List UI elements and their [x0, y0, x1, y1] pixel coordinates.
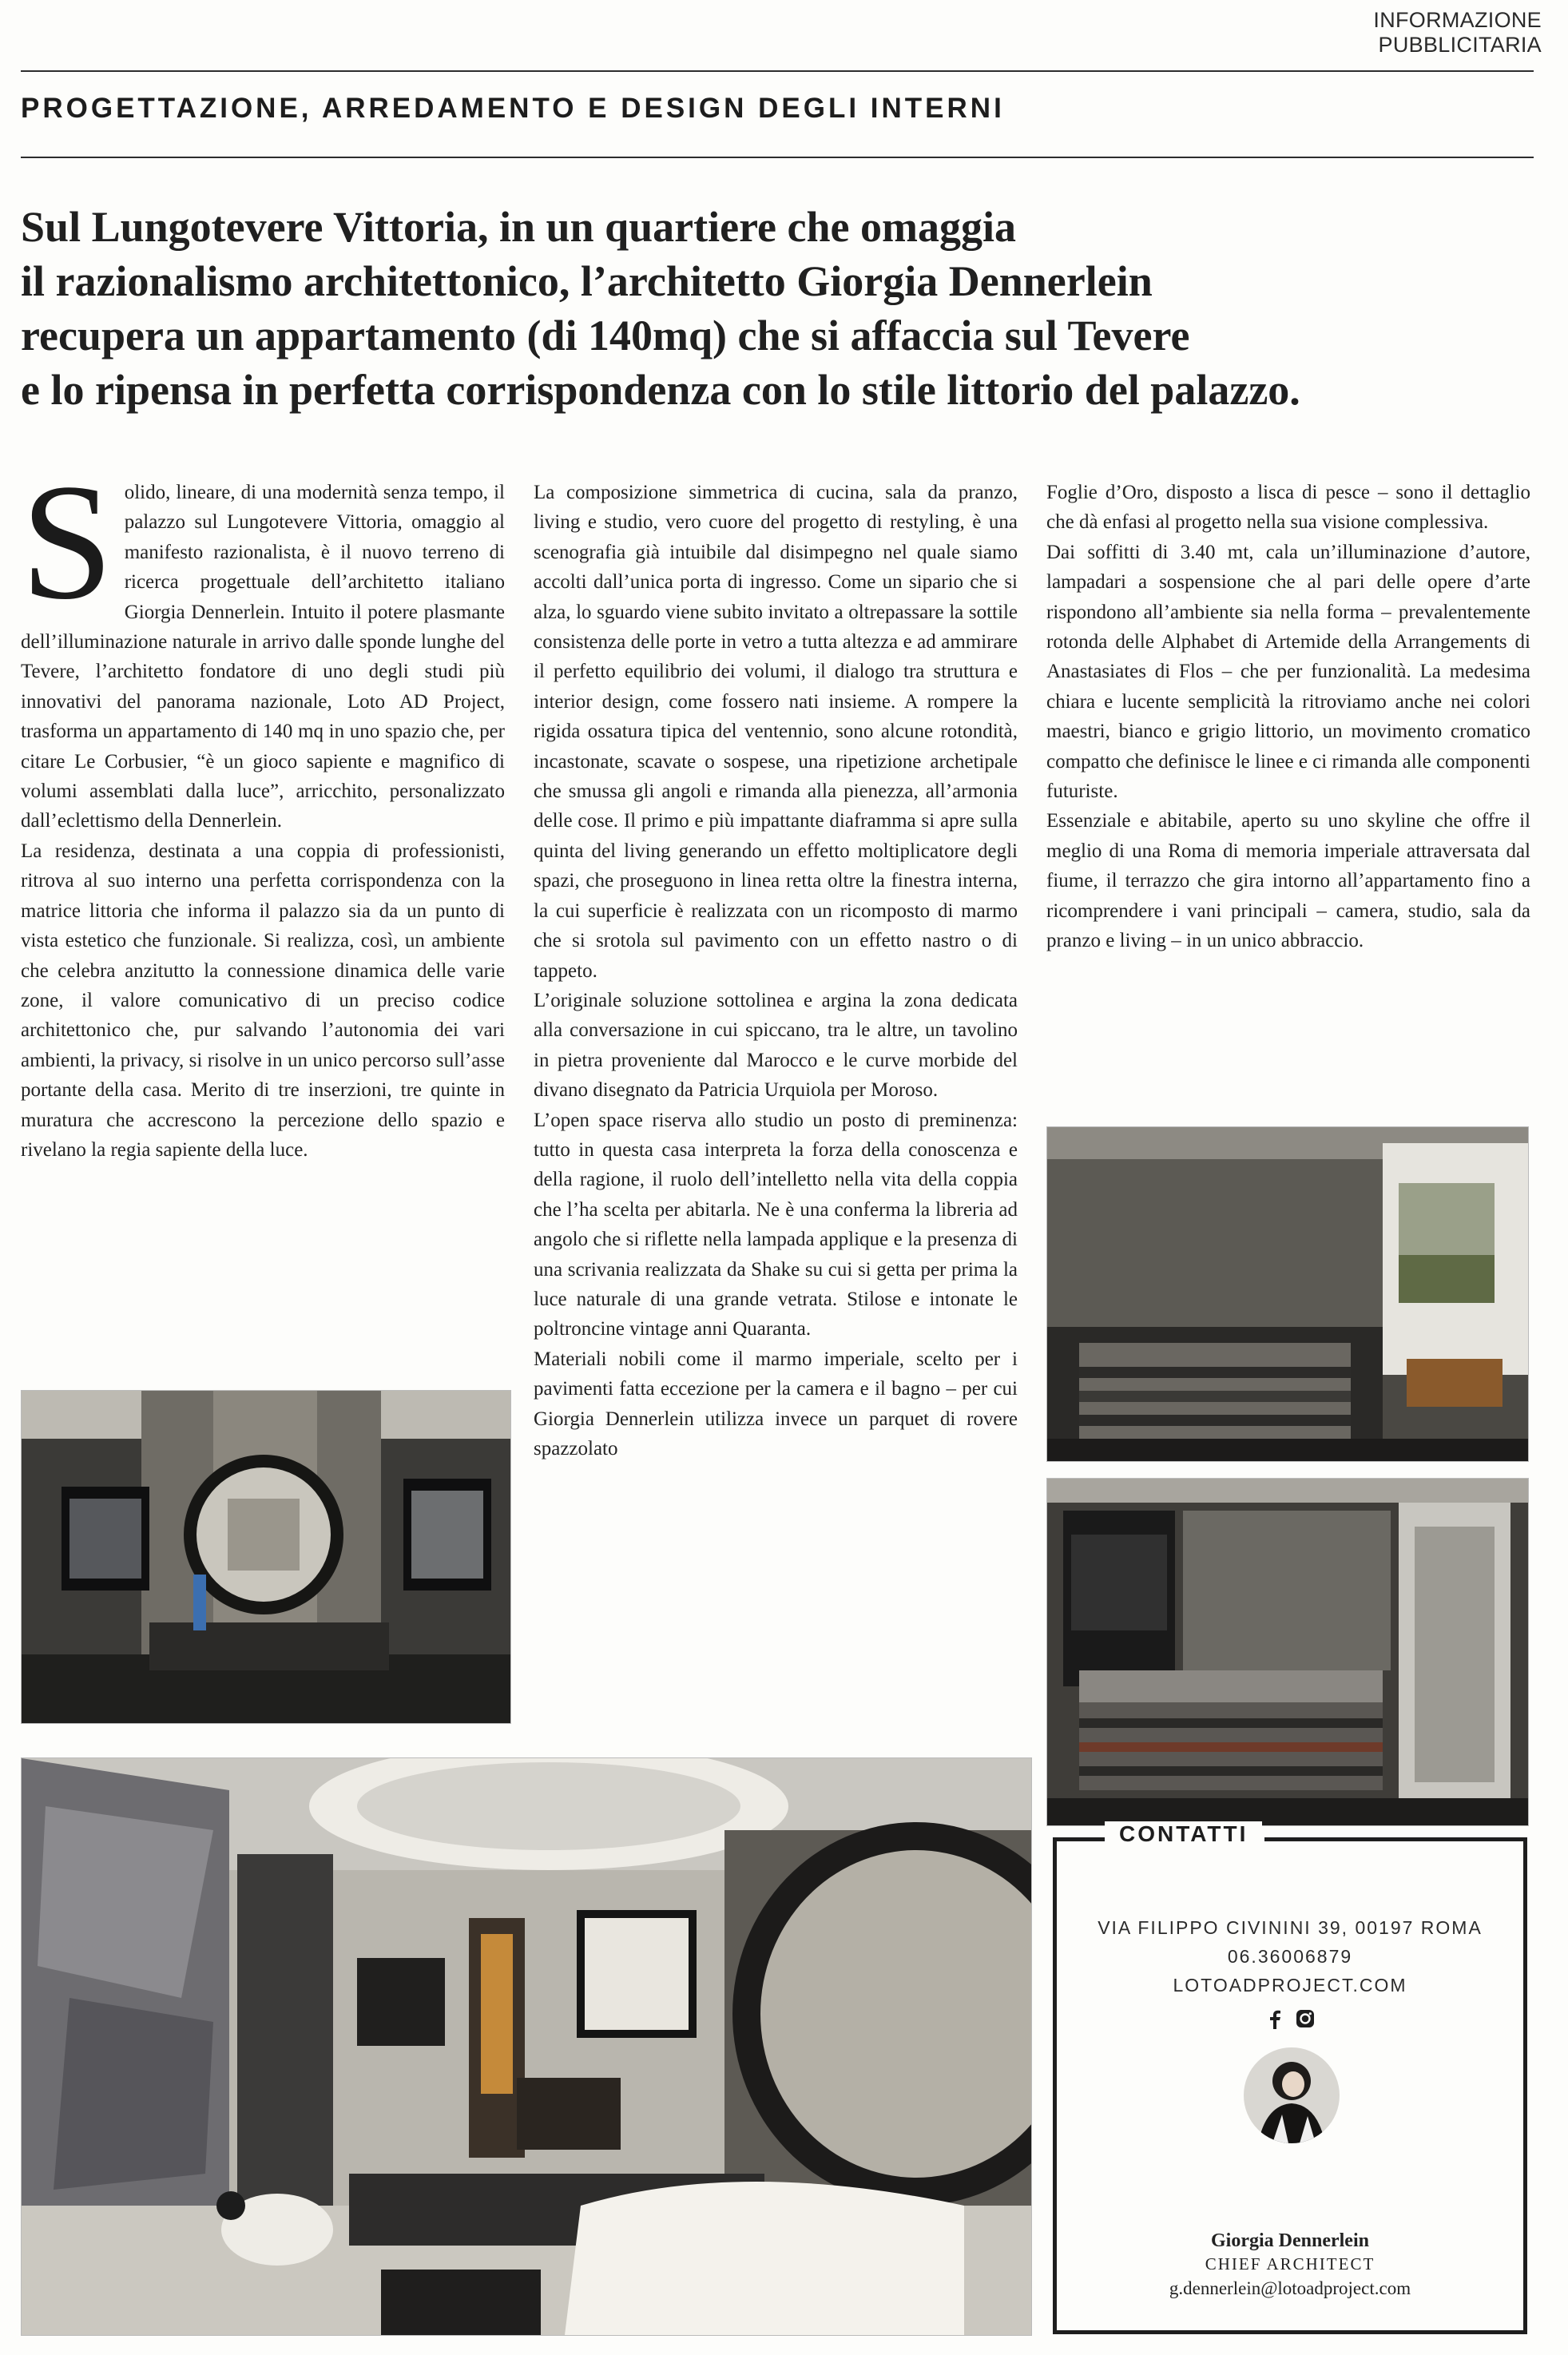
- section-title: PROGETTAZIONE, ARREDAMENTO E DESIGN DEGLI INTERNI: [21, 93, 1005, 124]
- paragraph: L’open space riserva allo studio un posto di preminenza: tutto in questa casa interpreta la forza della conoscenza e della ragione, il ruolo dell’intelletto nella vita della coppia che l’ha scelta per abitarla. Ne è una conferma la libreria ad angolo che si riflette nella lampada applique e la presenza di una scrivania realizzata da Shake su cui si getta per prima la luce naturale di una grande vetrata. Stilose e intonate le poltroncine vintage anni Quaranta.: [534, 1109, 1018, 1340]
- photo-bedroom-wardrobe: [1046, 1478, 1529, 1826]
- article-column-3: [1046, 478, 1530, 956]
- top-rule: [21, 70, 1534, 72]
- advertising-label: INFORMAZIONE PUBBLICITARIA: [1373, 8, 1542, 57]
- photo-living-room-mirror: [21, 1390, 511, 1724]
- photo-living-room-main: [21, 1757, 1032, 2336]
- social-icons: [1057, 2008, 1523, 2029]
- headline-line: recupera un appartamento (di 140mq) che si affaccia sul Tevere: [21, 312, 1190, 359]
- paragraph: La composizione simmetrica di cucina, sala da pranzo, living e studio, vero cuore del progetto di restyling, è una scenografia già intuibile dal disimpegno nel quale siamo accolti dall’unica porta di ingresso. Come un sipario che si alza, lo sguardo viene subito invitato a oltrepassare la sottile consistenza delle porte in vetro a tutta altezza e ad ammirare il perfetto equilibrio dei volumi, il dialogo tra struttura e interior design, come fossero nati insieme. A rompere la rigida ossatura tipica del ventennio, sono alcune rotondità, incastonate, scavate o sospese, una ripetizione archetipale che smussa gli angoli e rimanda alla pienezza, all’armonia delle cose. Il primo e più impattante diaframma si apre sulla quinta del living generando un effetto moltiplicatore degli spazi, che proseguono in linea retta oltre la finestra interna, la cui superficie è realizzata con un ricomposto di marmo che si srotola sul pavimento con un effetto nastro o di tappeto.: [534, 482, 1018, 982]
- paragraph: Materiali nobili come il marmo imperiale, scelto per i pavimenti fatta eccezione per la camera e il bagno – per cui Giorgia Dennerlein utilizza invece un parquet di rovere spazzolato: [534, 1348, 1018, 1459]
- headline-line: e lo ripensa in perfetta corrispondenza con lo stile littorio del palazzo.: [21, 366, 1300, 414]
- contact-box-border: [1264, 1837, 1523, 1841]
- article-column-2: [534, 478, 1018, 1463]
- headline-line: il razionalismo architettonico, l’architetto Giorgia Dennerlein: [21, 257, 1153, 305]
- drop-cap: S: [21, 450, 113, 633]
- contact-box: [1053, 1821, 1527, 2334]
- contact-name: Giorgia Dennerlein: [1211, 2230, 1369, 2251]
- photo-bedroom-window: [1046, 1126, 1529, 1462]
- paragraph: La residenza, destinata a una coppia di professionisti, ritrova al suo interno una perfetta corrispondenza con la matrice littoria che informa il palazzo sia da un punto di vista estetico che funzionale. Si realizza, così, un ambiente che celebra anzitutto la connessione dinamica delle varie zone, il valore comunicativo di un preciso codice architettonico che, pur salvando l’autonomia dei vari ambienti, la privacy, si risolve in un unico percorso sull’asse portante della casa. Merito di tre inserzioni, tre quinte in muratura che accrescono la percezione dello spazio e rivelano la regia sapiente della luce.: [21, 840, 505, 1161]
- section-rule: [21, 157, 1534, 158]
- contact-phone[interactable]: 06.36006879: [1227, 1946, 1353, 1967]
- paragraph: Dai soffitti di 3.40 mt, cala un’illuminazione d’autore, lampadari a sospensione che al pari delle opere d’arte rispondono all’ambiente sia nella forma – prevalentemente rotonda delle Alphabet di Artemide della Arrangements di Anastasiates di Flos – che per funzionalità. La medesima chiara e lucente semplicità la ritroviamo anche nei colori maestri, bianco e grigio littorio, un movimento cromatico compatto che definisce le linee e ci rimanda alle componenti futuriste.: [1046, 541, 1530, 803]
- paragraph: L’originale soluzione sottolinea e argina la zona dedicata alla conversazione in cui spiccano, tra le altre, un tavolino in pietra proveniente dal Marocco e le curve morbide del divano disegnato da Patricia Urquiola per Moroso.: [534, 989, 1018, 1102]
- contact-website[interactable]: LOTOADPROJECT.COM: [1173, 1975, 1407, 1996]
- contact-box-border: [1057, 1837, 1105, 1841]
- headline-line: Sul Lungotevere Vittoria, in un quartiere che omaggia: [21, 203, 1016, 251]
- instagram-icon[interactable]: [1295, 2008, 1316, 2029]
- contact-role: CHIEF ARCHITECT: [1205, 2254, 1375, 2274]
- avatar: [1244, 2047, 1340, 2143]
- paragraph: olido, lineare, di una modernità senza tempo, il palazzo sul Lungotevere Vittoria, omaggio al manifesto razionalista, è il nuovo terreno di ricerca progettuale dell’architetto italiano Giorgia Dennerlein. Intuito il potere plasmante dell’illuminazione naturale in arrivo dalle sponde lunghe del Tevere, l’architetto fondatore di uno degli studi più innovativi del panorama nazionale, Loto AD Project, trasforma un appartamento di 140 mq in uno spazio che, per citare Le Corbusier, “è un gioco sapiente e magnifico di volumi assemblati dalla luce”, arricchito, personalizzato dall’eclettismo della Dennerlein.: [21, 482, 505, 832]
- facebook-icon[interactable]: [1264, 2008, 1285, 2029]
- article-column-1: [21, 450, 505, 1165]
- headline: [21, 200, 1534, 417]
- contact-email[interactable]: g.dennerlein@lotoadproject.com: [1169, 2278, 1411, 2298]
- contact-address: VIA FILIPPO CIVININI 39, 00197 ROMA: [1098, 1917, 1483, 1938]
- paragraph: Essenziale e abitabile, aperto su uno skyline che offre il meglio di una Roma di memoria imperiale attraversata dal fiume, il terrazzo che gira intorno all’appartamento fino a ricomprendere i vani principali – camera, studio, sala da pranzo e living – in un unico abbraccio.: [1046, 810, 1530, 952]
- paragraph: Foglie d’Oro, disposto a lisca di pesce – sono il dettaglio che dà enfasi al progetto nella sua visione complessiva.: [1046, 482, 1530, 534]
- contact-heading: CONTATTI: [1105, 1821, 1262, 1847]
